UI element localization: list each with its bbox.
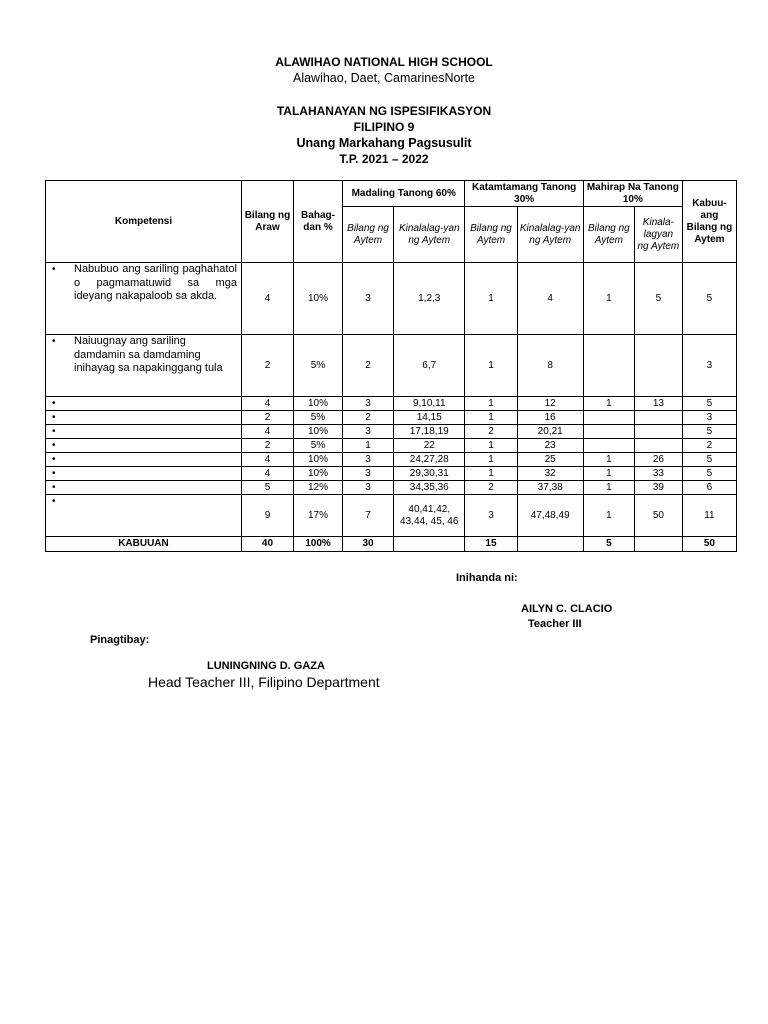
exam-title: Unang Markahang Pagsusulit: [296, 136, 472, 150]
table-row: [46, 263, 737, 335]
total-bahagdan: 100%: [294, 537, 343, 552]
katamtaman-bilang-cell: 1: [465, 453, 517, 467]
kompetensi-cell: [46, 439, 242, 453]
kabuuan-cell: 3: [682, 335, 736, 397]
kompetensi-cell: [46, 397, 242, 411]
bullet-icon: •: [52, 398, 56, 409]
bahagdan-cell: 5%: [294, 439, 343, 453]
katamtaman-kinalalagyan-cell: 4: [517, 263, 583, 335]
kabuuan-cell: 2: [682, 439, 736, 453]
araw-cell: 2: [241, 411, 293, 425]
araw-cell: 4: [241, 425, 293, 439]
kabuuan-cell: 3: [682, 411, 736, 425]
school-address: Alawihao, Daet, CamarinesNorte: [292, 71, 476, 85]
katamtaman-kinalalagyan-cell: 25: [517, 453, 583, 467]
header-katamtaman: Katamtamang Tanong 30%: [465, 181, 583, 207]
madali-kinalalagyan-cell: 1,2,3: [394, 263, 465, 335]
bahagdan-cell: 5%: [294, 411, 343, 425]
document-title: TALAHANAYAN NG ISPESIFIKASYON: [276, 104, 492, 118]
bahagdan-cell: 10%: [294, 467, 343, 481]
total-label: KABUUAN: [46, 537, 242, 552]
madali-bilang-cell: 1: [343, 439, 394, 453]
total-mahirap-bilang: 5: [583, 537, 634, 552]
table-row: [46, 481, 737, 495]
madali-bilang-cell: 3: [343, 453, 394, 467]
madali-bilang-cell: 3: [343, 467, 394, 481]
subheader-madali-kinalalagyan: Kinalalag-yan ng Aytem: [394, 207, 465, 263]
katamtaman-bilang-cell: 2: [465, 481, 517, 495]
school-year: T.P. 2021 – 2022: [339, 152, 429, 166]
total-kabuuan: 50: [682, 537, 736, 552]
bullet-icon: •: [52, 454, 56, 465]
preparer-title: Teacher III: [528, 618, 582, 630]
madali-kinalalagyan-cell: 24,27,28: [394, 453, 465, 467]
mahirap-kinalalagyan-cell: 13: [634, 397, 682, 411]
madali-bilang-cell: 2: [343, 411, 394, 425]
madali-bilang-cell: 3: [343, 425, 394, 439]
kompetensi-cell: [46, 467, 242, 481]
total-madali-kinalalagyan: [394, 537, 465, 552]
bullet-icon: •: [52, 482, 56, 493]
kompetensi-cell: [46, 411, 242, 425]
kompetensi-text: Naiuugnay ang sariling damdamin sa damdaming inihayag sa napakinggang tula: [74, 335, 223, 374]
kabuuan-cell: 5: [682, 425, 736, 439]
katamtaman-kinalalagyan-cell: 47,48,49: [517, 495, 583, 537]
kompetensi-cell: [46, 335, 242, 397]
katamtaman-kinalalagyan-cell: 32: [517, 467, 583, 481]
total-katamtaman-kinalalagyan: [517, 537, 583, 552]
madali-kinalalagyan-cell: 14,15: [394, 411, 465, 425]
madali-kinalalagyan-cell: 6,7: [394, 335, 465, 397]
katamtaman-kinalalagyan-cell: 20,21: [517, 425, 583, 439]
mahirap-kinalalagyan-cell: [634, 411, 682, 425]
madali-bilang-cell: 3: [343, 481, 394, 495]
header-kompetensi: Kompetensi: [46, 181, 242, 263]
total-katamtaman-bilang: 15: [465, 537, 517, 552]
katamtaman-bilang-cell: 1: [465, 439, 517, 453]
mahirap-bilang-cell: [583, 439, 634, 453]
bahagdan-cell: 10%: [294, 263, 343, 335]
katamtaman-bilang-cell: 1: [465, 467, 517, 481]
kabuuan-cell: 5: [682, 397, 736, 411]
madali-kinalalagyan-cell: 17,18,19: [394, 425, 465, 439]
katamtaman-bilang-cell: 2: [465, 425, 517, 439]
araw-cell: 2: [241, 439, 293, 453]
bahagdan-cell: 10%: [294, 453, 343, 467]
araw-cell: 9: [241, 495, 293, 537]
kabuuan-cell: 11: [682, 495, 736, 537]
mahirap-bilang-cell: 1: [583, 263, 634, 335]
madali-bilang-cell: 2: [343, 335, 394, 397]
araw-cell: 4: [241, 397, 293, 411]
mahirap-kinalalagyan-cell: 26: [634, 453, 682, 467]
mahirap-bilang-cell: 1: [583, 397, 634, 411]
araw-cell: 4: [241, 453, 293, 467]
mahirap-kinalalagyan-cell: [634, 439, 682, 453]
kompetensi-cell: [46, 425, 242, 439]
specification-table: [45, 180, 737, 552]
katamtaman-bilang-cell: 1: [465, 263, 517, 335]
header-kabuuan: Kabuu-ang Bilang ng Aytem: [682, 181, 736, 263]
kompetensi-cell: [46, 481, 242, 495]
subheader-mahirap-bilang: Bilang ng Aytem: [583, 207, 634, 263]
katamtaman-kinalalagyan-cell: 8: [517, 335, 583, 397]
preparer-name: AILYN C. CLACIO: [521, 603, 613, 615]
header-mahirap: Mahirap Na Tanong 10%: [583, 181, 682, 207]
araw-cell: 2: [241, 335, 293, 397]
madali-kinalalagyan-cell: 9,10,11: [394, 397, 465, 411]
madali-kinalalagyan-cell: 34,35,36: [394, 481, 465, 495]
header-bahagdan: Bahag-dan %: [294, 181, 343, 263]
kompetensi-text: Nabubuo ang sariling paghahatol o pagmamatuwid sa mga ideyang nakapaloob sa akda.: [74, 263, 237, 302]
prepared-by-label: Inihanda ni:: [456, 572, 518, 584]
kabuuan-cell: 5: [682, 453, 736, 467]
header-madali: Madaling Tanong 60%: [343, 181, 465, 207]
table-row: [46, 397, 737, 411]
bullet-icon: •: [52, 440, 56, 451]
bahagdan-cell: 10%: [294, 425, 343, 439]
approver-title: Head Teacher III, Filipino Department: [148, 674, 380, 690]
header-bilang-ng-araw: Bilang ng Araw: [241, 181, 293, 263]
araw-cell: 5: [241, 481, 293, 495]
bahagdan-cell: 10%: [294, 397, 343, 411]
bullet-icon: •: [52, 426, 56, 437]
kabuuan-cell: 6: [682, 481, 736, 495]
mahirap-kinalalagyan-cell: [634, 425, 682, 439]
madali-kinalalagyan-cell: 40,41,42, 43,44, 45, 46: [394, 495, 465, 537]
table-row: [46, 495, 737, 537]
mahirap-bilang-cell: [583, 335, 634, 397]
bahagdan-cell: 17%: [294, 495, 343, 537]
mahirap-bilang-cell: 1: [583, 467, 634, 481]
header-row-top: [46, 181, 737, 207]
mahirap-bilang-cell: [583, 411, 634, 425]
bullet-icon: •: [52, 412, 56, 423]
mahirap-kinalalagyan-cell: 5: [634, 263, 682, 335]
mahirap-kinalalagyan-cell: 50: [634, 495, 682, 537]
katamtaman-bilang-cell: 3: [465, 495, 517, 537]
madali-kinalalagyan-cell: 29,30,31: [394, 467, 465, 481]
total-mahirap-kinalalagyan: [634, 537, 682, 552]
total-row: [46, 537, 737, 552]
mahirap-kinalalagyan-cell: 39: [634, 481, 682, 495]
table-row: [46, 425, 737, 439]
mahirap-bilang-cell: 1: [583, 453, 634, 467]
table-row: [46, 453, 737, 467]
kabuuan-cell: 5: [682, 263, 736, 335]
kompetensi-cell: [46, 495, 242, 537]
mahirap-kinalalagyan-cell: [634, 335, 682, 397]
table-row: [46, 335, 737, 397]
madali-bilang-cell: 3: [343, 397, 394, 411]
katamtaman-kinalalagyan-cell: 23: [517, 439, 583, 453]
kompetensi-cell: [46, 453, 242, 467]
subheader-madali-bilang: Bilang ng Aytem: [343, 207, 394, 263]
total-araw: 40: [241, 537, 293, 552]
madali-kinalalagyan-cell: 22: [394, 439, 465, 453]
table-row: [46, 439, 737, 453]
bullet-icon: •: [52, 264, 56, 275]
kompetensi-cell: [46, 263, 242, 335]
bullet-icon: •: [52, 496, 56, 507]
subheader-katamtaman-bilang: Bilang ng Aytem: [465, 207, 517, 263]
madali-bilang-cell: 3: [343, 263, 394, 335]
approved-by-label: Pinagtibay:: [90, 634, 150, 646]
madali-bilang-cell: 7: [343, 495, 394, 537]
mahirap-bilang-cell: [583, 425, 634, 439]
mahirap-kinalalagyan-cell: 33: [634, 467, 682, 481]
approver-name: LUNINGNING D. GAZA: [207, 660, 325, 672]
mahirap-bilang-cell: 1: [583, 495, 634, 537]
bahagdan-cell: 5%: [294, 335, 343, 397]
katamtaman-kinalalagyan-cell: 12: [517, 397, 583, 411]
katamtaman-bilang-cell: 1: [465, 411, 517, 425]
total-madali-bilang: 30: [343, 537, 394, 552]
katamtaman-kinalalagyan-cell: 37,38: [517, 481, 583, 495]
bullet-icon: •: [52, 336, 56, 347]
table-row: [46, 411, 737, 425]
katamtaman-kinalalagyan-cell: 16: [517, 411, 583, 425]
katamtaman-bilang-cell: 1: [465, 397, 517, 411]
araw-cell: 4: [241, 263, 293, 335]
subject-title: FILIPINO 9: [353, 120, 415, 134]
subheader-mahirap-kinalalagyan: Kinala-lagyan ng Aytem: [634, 207, 682, 263]
school-name: ALAWIHAO NATIONAL HIGH SCHOOL: [275, 55, 493, 69]
table-row: [46, 467, 737, 481]
mahirap-bilang-cell: 1: [583, 481, 634, 495]
subheader-katamtaman-kinalalagyan: Kinalalag-yan ng Aytem: [517, 207, 583, 263]
bullet-icon: •: [52, 468, 56, 479]
kabuuan-cell: 5: [682, 467, 736, 481]
araw-cell: 4: [241, 467, 293, 481]
bahagdan-cell: 12%: [294, 481, 343, 495]
katamtaman-bilang-cell: 1: [465, 335, 517, 397]
